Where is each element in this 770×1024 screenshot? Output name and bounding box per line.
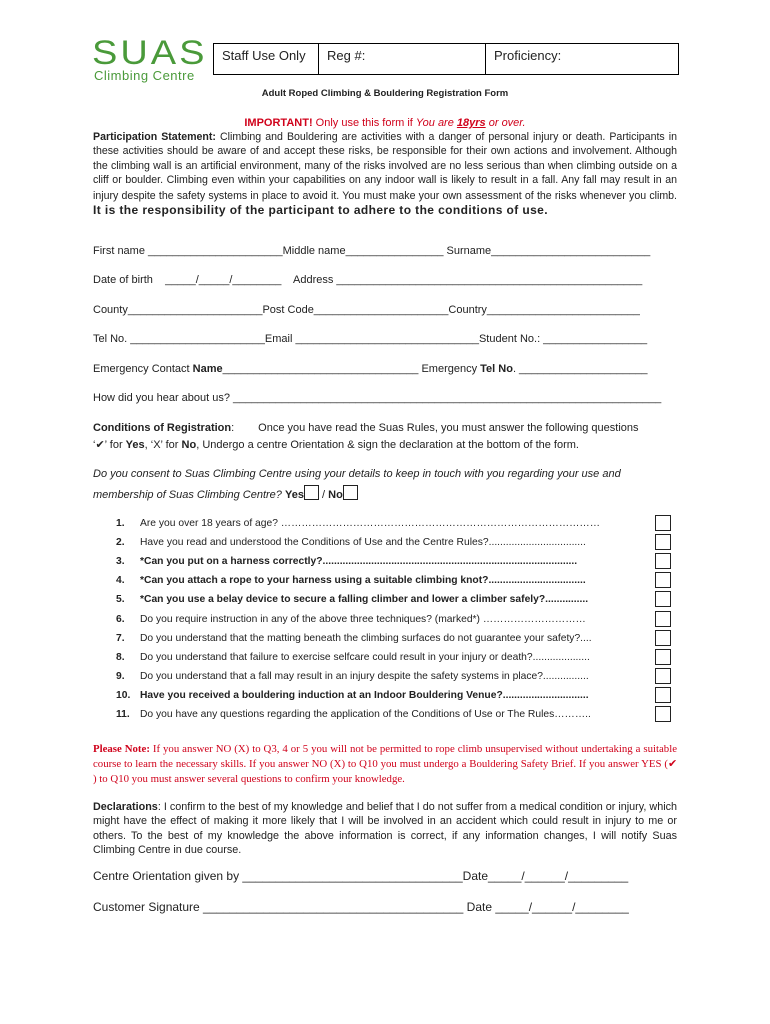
consent-yes-checkbox[interactable] bbox=[304, 485, 319, 500]
consent-line-1: Do you consent to Suas Climbing Centre using your details to keep in touch with you regarding your use and bbox=[93, 468, 621, 480]
declarations: Declarations: I confirm to the best of my knowledge and belief that I do not suffer from a medical condition or injury, which might have the effect of making it more likely that I will be involved in an accident which could result in injury to me or others. To the best of my knowledge the above information is correct, if any information changes, I will notify Suas Climbing Centre in due course. bbox=[93, 801, 677, 857]
participation-statement: Participation Statement: Climbing and Bouldering are activities with a danger of personal injury or death. Participants in these activities should be aware of and accept these risks, be responsible for their own actions and involvement. Although the climbing wall is an artificial environment, many of the risks involved are no less serious than when climbing outside on a cliff or boulder. Climbing even within your capabilities on any indoor wall is likely to result in a fall. Any fall may result in an injury despite the safety systems in place to avoid it. You must make your own assessment of the risks whenever you climb. It is the responsibility of the participant to adhere to the conditions of use. bbox=[93, 131, 677, 218]
dob-address-fields[interactable]: Date of birth _____/_____/________ Address __________________________________________________ bbox=[93, 274, 643, 286]
consent-line-2: membership of Suas Climbing Centre? Yes / No bbox=[93, 485, 358, 501]
tel-email-student-fields[interactable]: Tel No. ______________________Email ______________________________Student No.: _________________ bbox=[93, 333, 648, 345]
question-text: Do you understand that the matting beneath the climbing surfaces do not guarantee your safety?.... bbox=[140, 633, 592, 644]
name-fields[interactable]: First name ______________________Middle name________________ Surname__________________________ bbox=[93, 245, 651, 257]
please-note-label: Please Note: bbox=[93, 743, 150, 755]
participation-heading: Participation Statement: bbox=[93, 131, 216, 143]
question-answer-checkbox[interactable] bbox=[655, 572, 671, 588]
logo-subtitle: Climbing Centre bbox=[94, 68, 195, 83]
question-answer-checkbox[interactable] bbox=[655, 706, 671, 722]
question-answer-checkbox[interactable] bbox=[655, 611, 671, 627]
please-note: Please Note: If you answer NO (X) to Q3, 4 or 5 you will not be permitted to rope climb unsupervised without undertaking a suitable course to learn the necessary skills. If you answer NO (X) to Q10 you must undergo a Bouldering Safety Brief. If you answer YES (✔ ) to Q10 you must answer several questions to confirm your knowledge. bbox=[93, 743, 677, 785]
proficiency-cell[interactable]: Proficiency: bbox=[486, 44, 679, 75]
reg-cell[interactable]: Reg #: bbox=[319, 44, 486, 75]
question-text: *Can you use a belay device to secure a falling climber and lower a climber safely?............... bbox=[140, 594, 589, 605]
question-answer-checkbox[interactable] bbox=[655, 649, 671, 665]
question-text: Do you require instruction in any of the above three techniques? (marked*) ………………………… bbox=[140, 614, 586, 625]
question-number: 4. bbox=[116, 575, 125, 586]
question-answer-checkbox[interactable] bbox=[655, 515, 671, 531]
question-answer-checkbox[interactable] bbox=[655, 687, 671, 703]
question-text: Do you have any questions regarding the application of the Conditions of Use or The Rules……….. bbox=[140, 709, 591, 720]
question-text: Do you understand that failure to exercise selfcare could result in your injury or death?.................... bbox=[140, 652, 590, 663]
conditions-heading: Conditions of Registration bbox=[93, 422, 232, 434]
tick-icon: ✔ bbox=[667, 758, 677, 770]
county-postcode-country-fields[interactable]: County______________________Post Code______________________Country_________________________ bbox=[93, 304, 640, 316]
customer-signature[interactable]: Customer Signature _______________________________________ Date _____/______/________ bbox=[93, 900, 629, 914]
question-number: 2. bbox=[116, 537, 125, 548]
age-requirement: 18yrs bbox=[456, 117, 486, 129]
question-number: 5. bbox=[116, 594, 125, 605]
form-title: Adult Roped Climbing & Bouldering Registration Form bbox=[261, 88, 509, 99]
declarations-heading: Declarations bbox=[93, 801, 158, 813]
question-answer-checkbox[interactable] bbox=[655, 668, 671, 684]
tick-icon: ✔ bbox=[95, 439, 105, 451]
consent-no-checkbox[interactable] bbox=[343, 485, 358, 500]
question-number: 8. bbox=[116, 652, 125, 663]
question-number: 1. bbox=[116, 518, 125, 529]
question-answer-checkbox[interactable] bbox=[655, 534, 671, 550]
question-text: Are you over 18 years of age? ………………………………………………………………………………… bbox=[140, 518, 601, 529]
question-answer-checkbox[interactable] bbox=[655, 591, 671, 607]
responsibility-emphasis: It is the responsibility of the participant to adhere to the conditions of use. bbox=[93, 203, 548, 218]
question-number: 11. bbox=[116, 709, 130, 720]
important-label: IMPORTANT! bbox=[244, 117, 313, 129]
question-number: 7. bbox=[116, 633, 125, 644]
how-heard-field[interactable]: How did you hear about us? ______________________________________________________________________ bbox=[93, 392, 662, 404]
question-answer-checkbox[interactable] bbox=[655, 630, 671, 646]
question-text: Do you understand that a fall may result in an injury despite the safety systems in place?................ bbox=[140, 671, 589, 682]
staff-use-table bbox=[213, 43, 679, 75]
conditions-line-1: Conditions of Registration: Once you have read the Suas Rules, you must answer the following questions bbox=[93, 422, 639, 434]
question-number: 10. bbox=[116, 690, 131, 701]
question-text: Have you received a bouldering induction at an Indoor Bouldering Venue?.............................. bbox=[140, 690, 589, 701]
staff-use-cell: Staff Use Only bbox=[214, 44, 319, 75]
emergency-contact-fields[interactable]: Emergency Contact Name________________________________ Emergency Tel No. _____________________ bbox=[93, 363, 648, 375]
question-text: *Can you attach a rope to your harness using a suitable climbing knot?.................................. bbox=[140, 575, 586, 586]
question-number: 6. bbox=[116, 614, 125, 625]
suas-logo: SUAS bbox=[92, 34, 208, 72]
orientation-signoff[interactable]: Centre Orientation given by _________________________________Date_____/______/_________ bbox=[93, 869, 629, 883]
question-text: Have you read and understood the Conditions of Use and the Centre Rules?.................................. bbox=[140, 537, 586, 548]
important-notice: IMPORTANT! Only use this form if You are 18yrs or over. bbox=[244, 117, 526, 129]
question-number: 9. bbox=[116, 671, 125, 682]
question-number: 3. bbox=[116, 556, 125, 567]
question-answer-checkbox[interactable] bbox=[655, 553, 671, 569]
conditions-line-2: ‘✔’ for Yes, ‘X’ for No, Undergo a centre Orientation & sign the declaration at the bottom of the form. bbox=[93, 439, 579, 451]
question-text: *Can you put on a harness correctly?......................................................................................... bbox=[140, 556, 578, 567]
